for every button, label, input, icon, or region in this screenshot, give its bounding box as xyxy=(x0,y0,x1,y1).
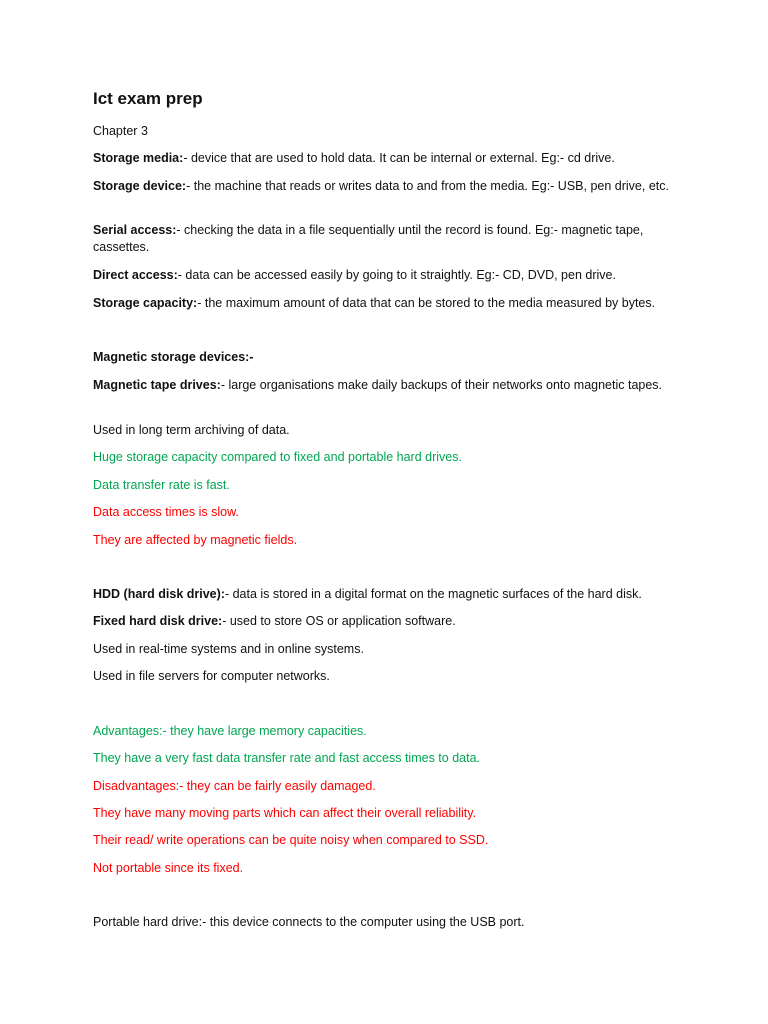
definition-serial-access xyxy=(93,222,693,256)
definition-fixed-hdd xyxy=(93,613,693,630)
hdd-disadvantage-3: Their read/ write operations can be quite noisy when compared to SSD. xyxy=(93,833,489,847)
portable-hdd-line: Portable hard drive:- this device connects to the computer using the USB port. xyxy=(93,915,525,929)
term: HDD (hard disk drive): xyxy=(93,587,225,601)
hdd-advantage-1: Advantages:- they have large memory capacities. xyxy=(93,724,367,738)
definition-text: - device that are used to hold data. It can be internal or external. Eg:- cd drive. xyxy=(183,151,615,165)
term: Storage media: xyxy=(93,151,184,165)
definition-text: - used to store OS or application software. xyxy=(222,614,456,628)
chapter-label: Chapter 3 xyxy=(93,124,148,138)
definition-storage-capacity xyxy=(93,295,693,312)
definition-text: - data is stored in a digital format on the magnetic surfaces of the hard disk. xyxy=(224,587,642,601)
term: Magnetic tape drives: xyxy=(93,378,221,392)
fixed-hdd-use-2: Used in file servers for computer networks. xyxy=(93,669,330,683)
tape-advantage-2: Data transfer rate is fast. xyxy=(93,478,230,492)
definition-storage-device xyxy=(93,178,693,195)
section-heading-magnetic: Magnetic storage devices:- xyxy=(93,350,254,364)
term: Storage capacity: xyxy=(93,296,198,310)
term: Direct access: xyxy=(93,268,178,282)
tape-advantage-1: Huge storage capacity compared to fixed and portable hard drives. xyxy=(93,450,462,464)
definition-storage-media xyxy=(93,150,693,167)
definition-magnetic-tape-drives xyxy=(93,377,693,394)
tape-disadvantage-1: Data access times is slow. xyxy=(93,505,239,519)
term: Fixed hard disk drive: xyxy=(93,614,223,628)
term: Serial access: xyxy=(93,223,177,237)
definition-text: - the machine that reads or writes data to and from the media. Eg:- USB, pen drive, etc. xyxy=(186,179,669,193)
tape-archiving-line: Used in long term archiving of data. xyxy=(93,423,290,437)
definition-text: - data can be accessed easily by going to it straightly. Eg:- CD, DVD, pen drive. xyxy=(177,268,616,282)
term: Storage device: xyxy=(93,179,187,193)
definition-hdd xyxy=(93,586,693,603)
definition-direct-access xyxy=(93,267,693,284)
definition-text: - large organisations make daily backups of their networks onto magnetic tapes. xyxy=(220,378,663,392)
tape-disadvantage-2: They are affected by magnetic fields. xyxy=(93,533,298,547)
hdd-disadvantage-4: Not portable since its fixed. xyxy=(93,861,244,875)
hdd-disadvantage-2: They have many moving parts which can affect their overall reliability. xyxy=(93,806,477,820)
document-title: Ict exam prep xyxy=(93,89,203,108)
definition-text: - the maximum amount of data that can be stored to the media measured by bytes. xyxy=(197,296,656,310)
hdd-advantage-2: They have a very fast data transfer rate and fast access times to data. xyxy=(93,751,480,765)
hdd-disadvantage-1: Disadvantages:- they can be fairly easily damaged. xyxy=(93,779,376,793)
definition-text: - checking the data in a file sequentially until the record is found. Eg:- magnetic tape, cassettes. xyxy=(93,223,644,254)
fixed-hdd-use-1: Used in real-time systems and in online systems. xyxy=(93,642,364,656)
